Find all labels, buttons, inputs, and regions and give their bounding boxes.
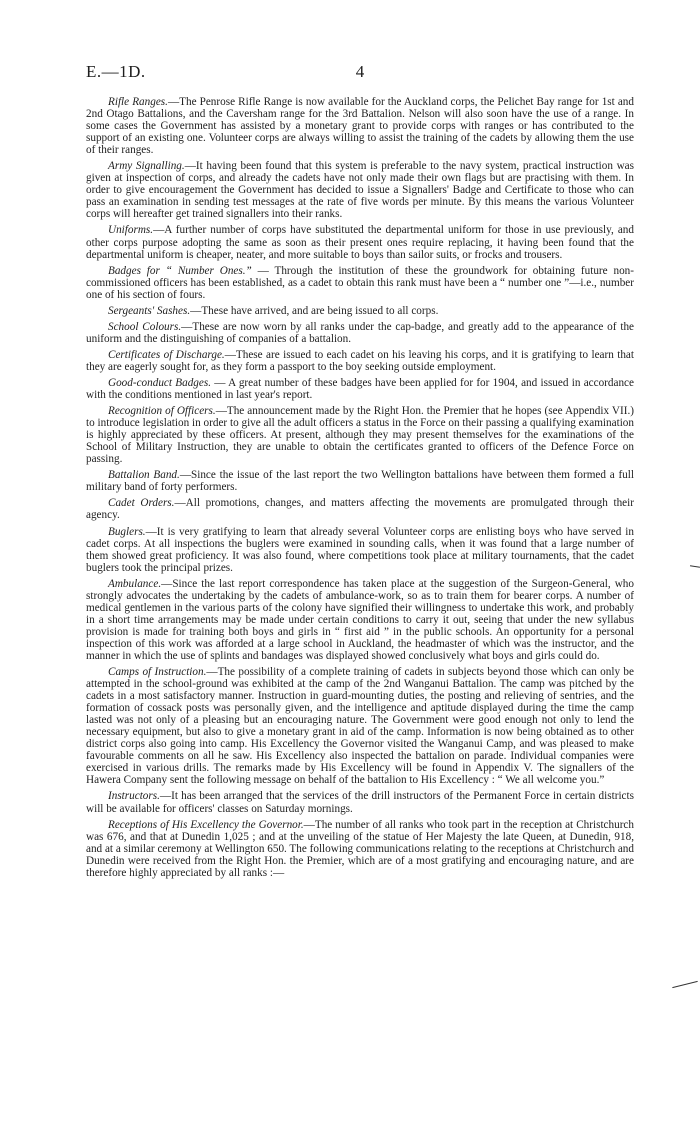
paragraph-heading: Camps of Instruction. xyxy=(108,666,207,679)
paragraph-heading: Good-conduct Badges. xyxy=(108,376,211,389)
paragraph-text: —These have arrived, and are being issued to all corps. xyxy=(190,304,439,317)
paragraph-text: — Through the institution of these the groundwork for obtaining future non-commissioned officers has been established, as a cadet to obtain this rank must have been a “ number one ”—i.e., number one of his section of fours. xyxy=(86,264,634,301)
paragraph-camps-of-instruction xyxy=(86,666,634,786)
body-text xyxy=(86,96,634,883)
paragraph-army-signalling xyxy=(86,160,634,220)
paragraph-heading: Recognition of Officers. xyxy=(108,405,216,418)
paragraph-heading: Battalion Band. xyxy=(108,469,180,482)
paragraph-text: —Since the issue of the last report the two Wellington battalions have between them formed a full military band of forty performers. xyxy=(86,469,634,494)
paragraph-rifle-ranges xyxy=(86,96,634,156)
paragraph-heading: Certificates of Discharge. xyxy=(108,348,225,361)
paragraph-buglers xyxy=(86,526,634,574)
paragraph-sergeants-sashes xyxy=(86,305,634,317)
paragraph-good-conduct-badges xyxy=(86,377,634,401)
paragraph-heading: Uniforms. xyxy=(108,224,154,237)
paragraph-instructors xyxy=(86,790,634,814)
paragraph-cadet-orders xyxy=(86,497,634,521)
paragraph-text: —Since the last report correspondence has taken place at the suggestion of the Surgeon-General, who strongly advocates the undertaking by the cadets of ambulance-work, so as to train them for bearer corps. A number of medical gentlemen in the various parts of the colony have signified their willingness to undertake this work, and probably in a short time arrangements may be made under certain conditions to carry it out, seeing that under the new syllabus provision is made for training both boys and girls in “ first aid ” in the public schools. An opportunity for a personal inspection of this work was afforded at a large school in Auckland, the headmaster of which was the instructor, and the manner in which the use of splints and bandages was displayed showed conclusively what boys and girls could do. xyxy=(86,577,634,662)
paragraph-ambulance xyxy=(86,578,634,662)
paragraph-text: —It has been arranged that the services of the drill instructors of the Permanent Force in certain districts will be available for officers' classes on Saturday mornings. xyxy=(86,790,634,815)
paragraph-text: —It having been found that this system is preferable to the navy system, practical instruction was given at inspection of corps, and already the cadets have not only made their own flags but are practising with them. In order to give encouragement the Government has decided to issue a Signallers' Badge and Certificate to those who can pass an examination in sending test messages at the rate of five words per minute. By this means the various Volunteer corps will hereafter get trained signallers into their ranks. xyxy=(86,160,634,221)
page-number: 4 xyxy=(355,62,365,81)
paragraph-text: —The Penrose Rifle Range is now available for the Auckland corps, the Pelichet Bay range for 1st and 2nd Otago Battalions, and the Caversham range for the 3rd Battalion. Nelson will also soon have the use of a range. In some cases the Government has assisted by a monetary grant to provide corps with ranges or has contributed to the support of an existing one. Volunteer corps are always willing to assist the training of the cadets by allowing them the use of their ranges. xyxy=(86,96,634,157)
paragraph-text: —A further number of corps have substituted the departmental uniform for those in use previously, and other corps purpose adopting the same as soon as their present ones require replacing, it having been found that the departmental uniform is cheaper, neater, and more suitable to boys than sailor suits, or frocks and trousers. xyxy=(86,224,634,261)
paragraph-heading: Buglers. xyxy=(108,525,146,538)
page-header xyxy=(86,62,634,86)
paragraph-certificates-of-discharge xyxy=(86,349,634,373)
paragraph-heading: Army Signalling. xyxy=(108,160,185,173)
paragraph-heading: Cadet Orders. xyxy=(108,497,175,510)
paragraph-heading: Badges for “ Number Ones.” xyxy=(108,264,252,277)
paragraph-heading: Sergeants' Sashes. xyxy=(108,304,191,317)
paragraph-heading: Rifle Ranges. xyxy=(108,96,168,108)
paragraph-school-colours xyxy=(86,321,634,345)
paragraph-heading: School Colours. xyxy=(108,320,182,333)
paragraph-receptions-governor xyxy=(86,819,634,879)
margin-mark-right-upper xyxy=(690,565,700,567)
paragraph-text: —The possibility of a complete training of cadets in subjects beyond those which can only be attempted in the school-ground was exhibited at the camp of the 2nd Wanganui Battalion. The camp was pitched by the cadets in a most satisfactory manner. Instruction in guard-mounting duties, the posting and relieving of sentries, and the formation of cossack posts was personally given, and the intelligence and aptitude displayed during the time the camp lasted was not only of a pleasing but an encouraging nature. The Government were good enough not only to lend the necessary equipment, but also to give a monetary grant in aid of the camp. Information is now being obtained as to other district corps also going into camp. His Excellency the Governor visited the Wanganui Camp, and was pleased to make favourable comments on all he saw. His Excellency also inspected the battalion on parade. Individual companies were exercised in various drills. The remarks made by His Excellency will be found in Appendix V. The signallers of the Hawera Company sent the following message on behalf of the battalion to His Excellency : “ We all welcome you.” xyxy=(86,666,634,787)
paragraph-text: — A great number of these badges have been applied for for 1904, and issued in accordance with the conditions mentioned in last year's report. xyxy=(86,376,634,402)
paragraph-badges-number-ones xyxy=(86,265,634,301)
paragraph-text: —These are now worn by all ranks under the cap-badge, and greatly add to the appearance of the uniform and the distinguishing of companies of a battalion. xyxy=(86,320,635,345)
paragraph-text: —The announcement made by the Right Hon. the Premier that he hopes (see Appendix VII.) to introduce legislation in order to give all the adult officers a status in the Force on their passing a qualifying examination is highly appreciated by these officers. At present, although they may present themselves for the examinations of the School of Military Instruction, they are unable to obtain the certificates granted to officers of the Defence Force on passing. xyxy=(86,405,634,466)
paragraph-text: —The number of all ranks who took part in the reception at Christchurch was 676, and that at Dunedin 1,025 ; and at the unveiling of the statue of Her Majesty the late Queen, at Dunedin, 918, and at a similar ceremony at Wellington 650. The following communications relating to the receptions at Christchurch and Dunedin were received from the Right Hon. the Premier, which are of a most gratifying and encouraging nature, and are therefore highly appreciated by all ranks :— xyxy=(86,818,634,879)
paragraph-heading: Ambulance. xyxy=(108,577,162,590)
paragraph-battalion-band xyxy=(86,469,634,493)
page-code: E.—1D. xyxy=(86,62,146,81)
margin-mark-right-lower xyxy=(672,981,697,988)
paragraph-uniforms xyxy=(86,224,634,260)
paragraph-text: —All promotions, changes, and matters affecting the movements are promulgated through their agency. xyxy=(86,497,634,522)
paragraph-text: —It is very gratifying to learn that already several Volunteer corps are enlisting boys who have served in cadet corps. At all inspections the buglers were examined in sounding calls, when it was found that a large number of them showed great proficiency. It was also found, where competitions took place at military tournaments, that the cadet buglers took the principal prizes. xyxy=(86,525,634,574)
paragraph-text: —These are issued to each cadet on his leaving his corps, and it is gratifying to learn that they are eagerly sought for, as they form a passport to the boy seeking outside employment. xyxy=(86,348,634,373)
paragraph-recognition-of-officers xyxy=(86,405,634,465)
paragraph-heading: Instructors. xyxy=(108,790,160,803)
paragraph-heading: Receptions of His Excellency the Governor. xyxy=(108,818,304,831)
